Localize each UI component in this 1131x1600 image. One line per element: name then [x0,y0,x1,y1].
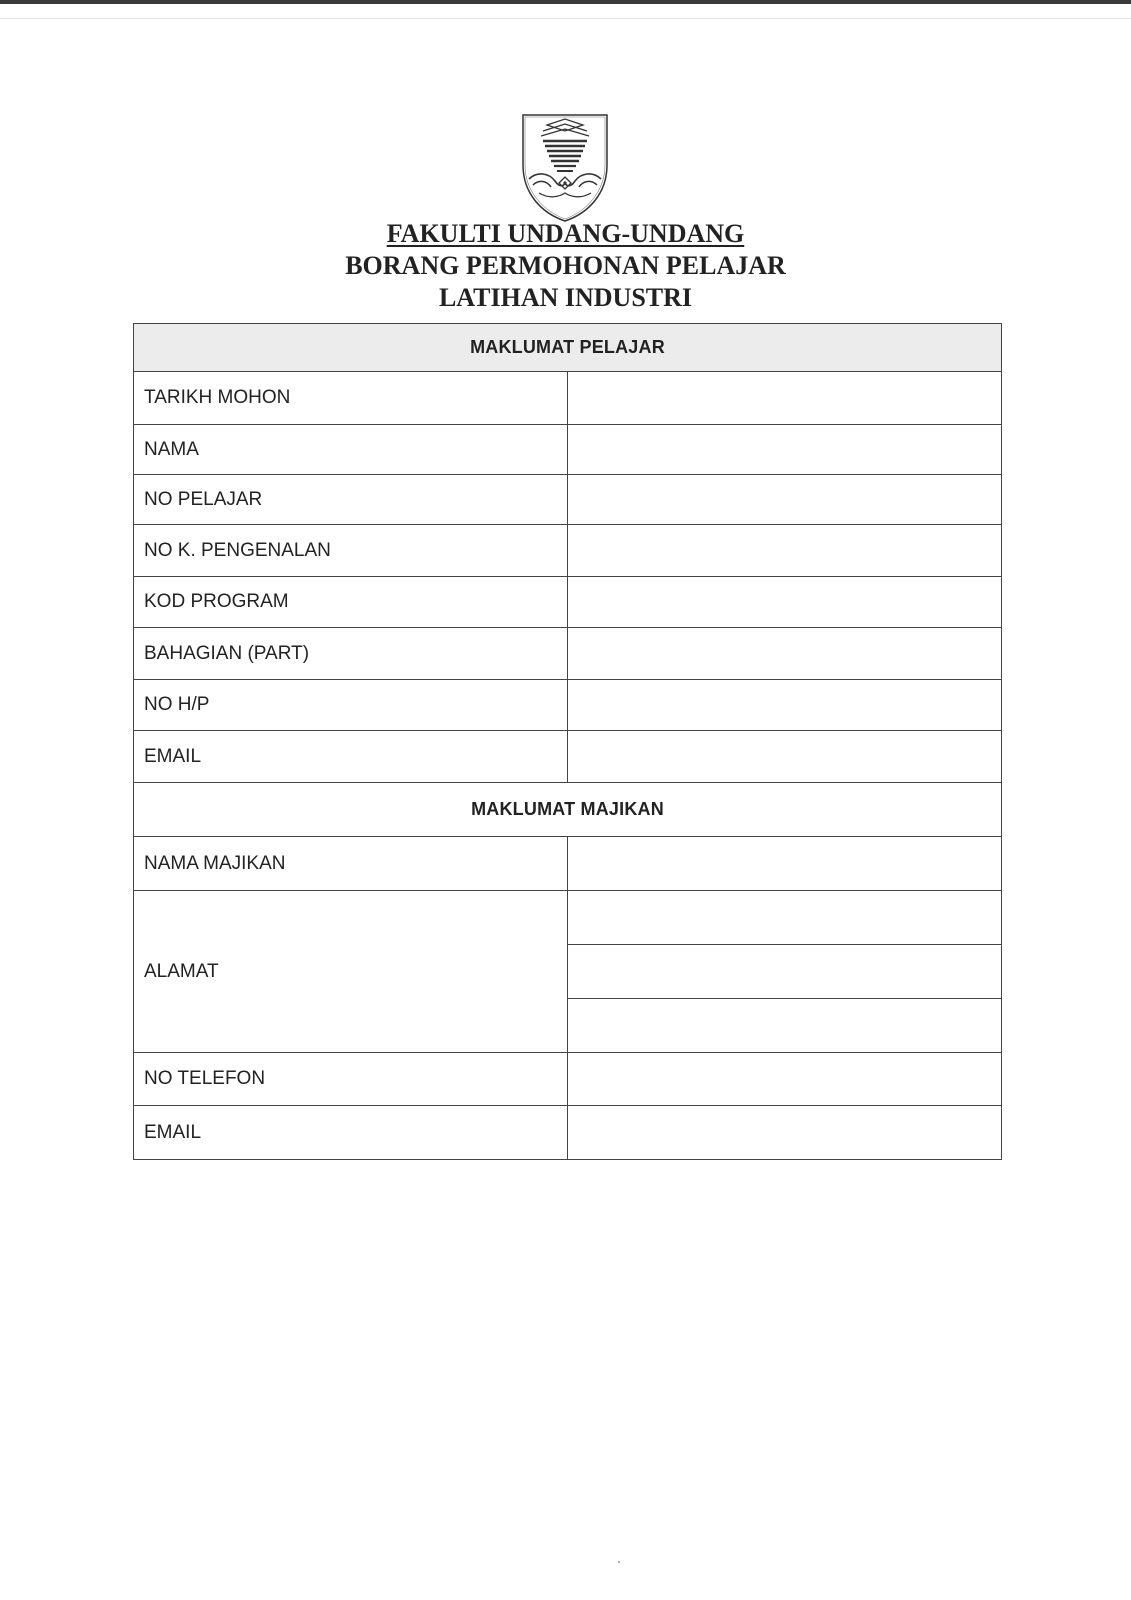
form-row-no-telefon [134,1053,1002,1106]
form-title: BORANG PERMOHONAN PELAJAR [345,251,786,280]
scan-artifact-line [0,18,1131,19]
field-label: EMAIL [134,1106,568,1160]
form-row-no-pelajar [134,475,1002,525]
no-k-pengenalan-field[interactable] [568,525,1002,577]
form-row-alamat [134,891,1002,1053]
field-label: NAMA [134,425,568,475]
faculty-title: FAKULTI UNDANG-UNDANG [386,219,745,248]
field-label: NO TELEFON [134,1053,568,1106]
alamat-line-1[interactable] [568,891,1001,945]
nama-majikan-field[interactable] [568,837,1002,891]
student-email-field[interactable] [568,731,1002,783]
field-label: ALAMAT [134,891,568,1053]
form-row-nama-majikan [134,837,1002,891]
form-row-nama [134,425,1002,475]
scan-top-edge [0,0,1131,4]
scan-speck [618,1561,620,1563]
field-label: BAHAGIAN (PART) [134,628,568,680]
field-label: NO H/P [134,680,568,731]
form-row-tarikh-mohon [134,372,1002,425]
tarikh-mohon-field[interactable] [568,372,1002,425]
employer-section-header [134,783,1002,837]
nama-field[interactable] [568,425,1002,475]
bahagian-field[interactable] [568,628,1002,680]
form-subtitle: LATIHAN INDUSTRI [438,283,693,312]
student-section-title: MAKLUMAT PELAJAR [134,324,1002,372]
no-pelajar-field[interactable] [568,475,1002,525]
alamat-field [568,891,1002,1053]
alamat-line-2[interactable] [568,945,1001,999]
kod-program-field[interactable] [568,577,1002,628]
form-row-kod-program [134,577,1002,628]
no-hp-field[interactable] [568,680,1002,731]
field-label: NO PELAJAR [134,475,568,525]
employer-section-title: MAKLUMAT MAJIKAN [134,783,1002,837]
application-form-table [133,323,1002,1160]
alamat-line-3[interactable] [568,999,1001,1052]
student-section-header [134,324,1002,372]
field-label: EMAIL [134,731,568,783]
employer-email-field[interactable] [568,1106,1002,1160]
field-label: TARIKH MOHON [134,372,568,425]
form-row-bahagian [134,628,1002,680]
form-row-no-k-pengenalan [134,525,1002,577]
form-header [0,218,1131,314]
field-label: NO K. PENGENALAN [134,525,568,577]
no-telefon-field[interactable] [568,1053,1002,1106]
form-row-no-hp [134,680,1002,731]
form-row-student-email [134,731,1002,783]
field-label: NAMA MAJIKAN [134,837,568,891]
university-crest-icon [519,113,613,223]
form-row-employer-email [134,1106,1002,1160]
field-label: KOD PROGRAM [134,577,568,628]
